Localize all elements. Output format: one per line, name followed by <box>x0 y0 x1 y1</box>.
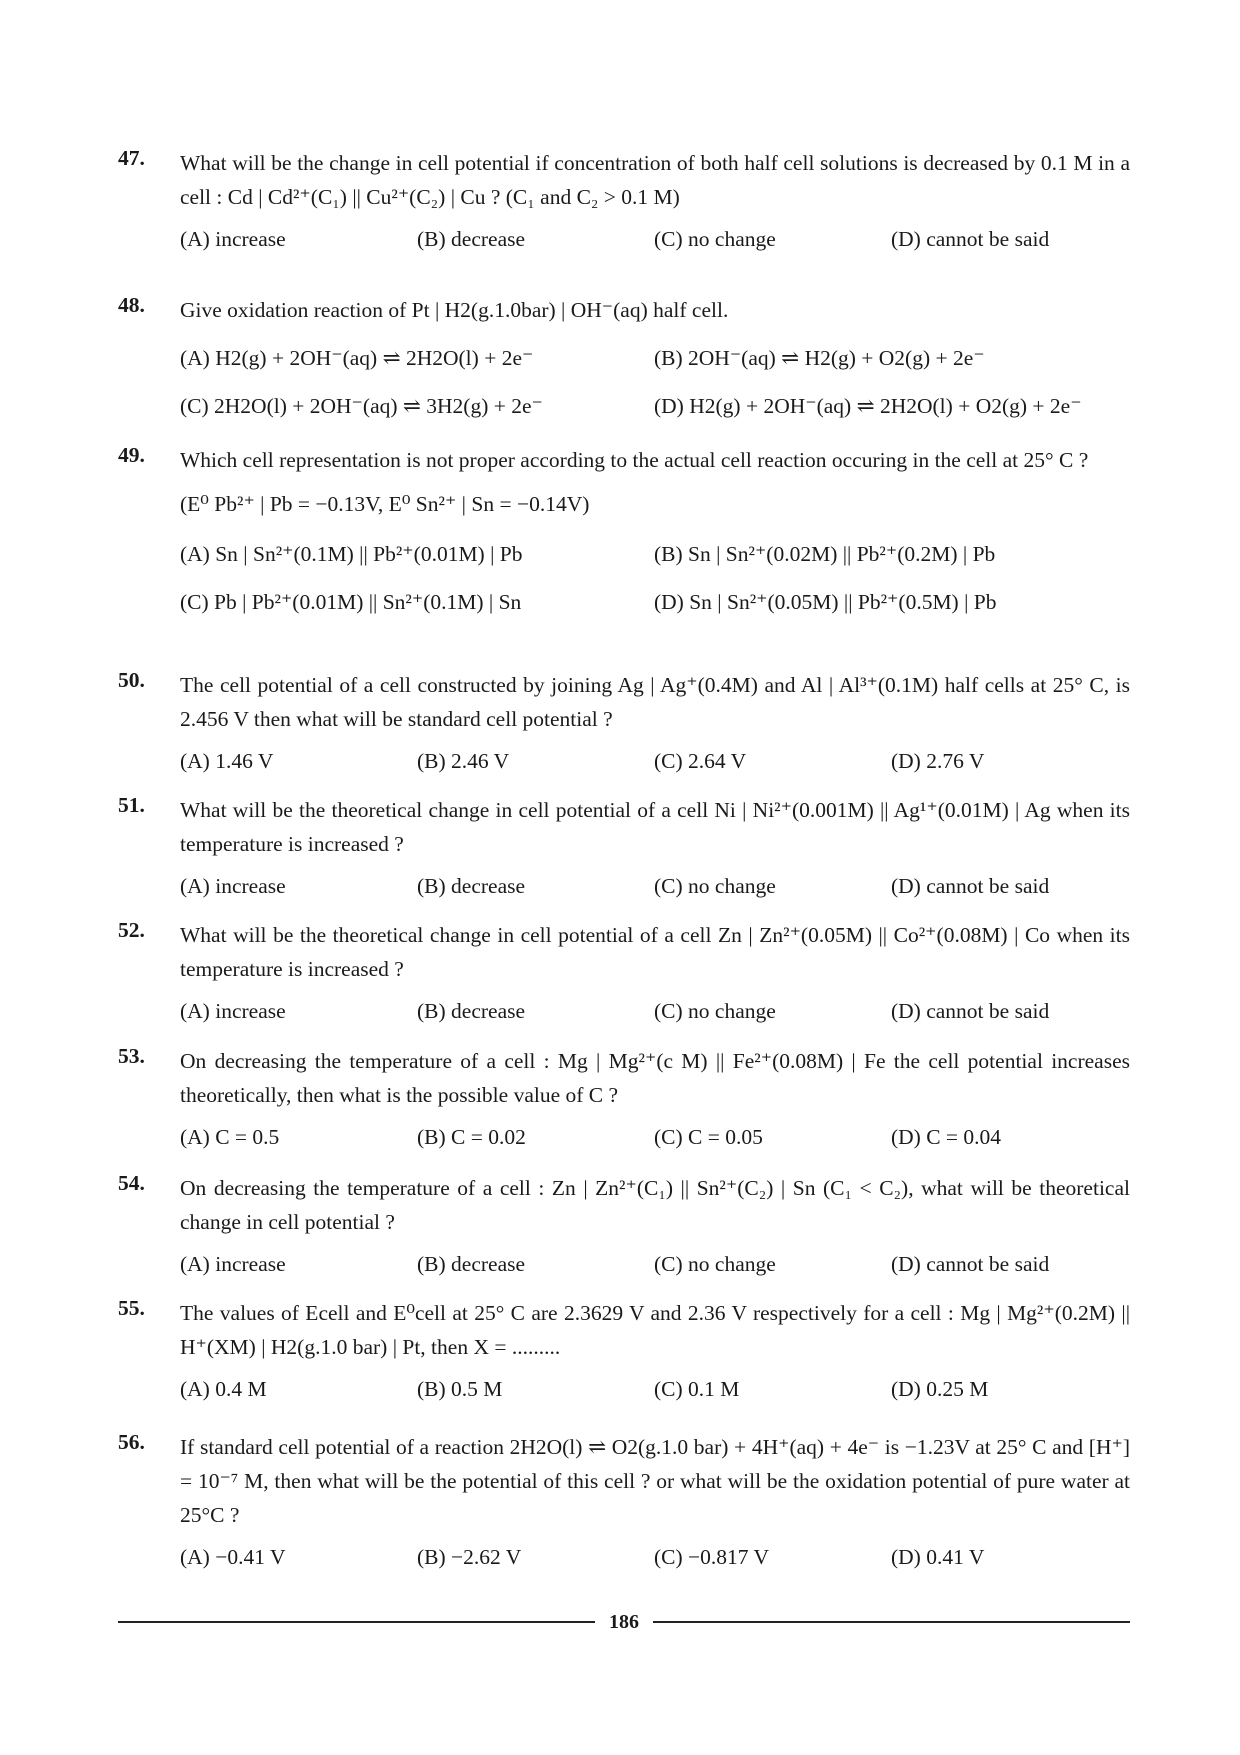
question-55 <box>118 1296 1130 1406</box>
options <box>180 341 1130 437</box>
option-a: (A) 0.4 M <box>180 1377 267 1401</box>
question-text: On decreasing the temperature of a cell : Zn | Zn²⁺(C₁) || Sn²⁺(C₂) | Sn (C₁ < C₂), what will be theoretical change in cell potential ? <box>180 1176 1130 1234</box>
option-c: (C) no change <box>654 999 776 1023</box>
option-c: (C) no change <box>654 227 776 251</box>
option-d: (D) cannot be said <box>891 874 1050 898</box>
option-d: (D) 0.25 M <box>891 1377 989 1401</box>
question-number: 50. <box>118 668 145 692</box>
options <box>180 537 1130 633</box>
option-c: (C) C = 0.05 <box>654 1125 763 1149</box>
question-text: On decreasing the temperature of a cell : Mg | Mg²⁺(c M) || Fe²⁺(0.08M) | Fe the cell potential increases theoretically, then what is the possible value of C ? <box>180 1049 1130 1107</box>
page-number: 186 <box>609 1610 639 1633</box>
given-potentials: (E⁰ Pb²⁺ | Pb = −0.13V, E⁰ Sn²⁺ | Sn = −0.14V) <box>180 492 590 516</box>
question-number: 54. <box>118 1171 145 1195</box>
question-53 <box>118 1044 1130 1154</box>
option-c: (C) Pb | Pb²⁺(0.01M) || Sn²⁺(0.1M) | Sn <box>180 590 522 614</box>
option-d: (D) 2.76 V <box>891 749 985 773</box>
question-56 <box>118 1430 1130 1574</box>
page-footer <box>118 1612 1130 1632</box>
question-number: 56. <box>118 1430 145 1454</box>
question-text: Give oxidation reaction of Pt | H2(g.1.0bar) | OH⁻(aq) half cell. <box>180 298 729 322</box>
options <box>180 222 1130 256</box>
option-a: (A) C = 0.5 <box>180 1125 280 1149</box>
question-50 <box>118 668 1130 778</box>
option-c: (C) −0.817 V <box>654 1545 770 1569</box>
option-a: (A) 1.46 V <box>180 749 274 773</box>
footer-rule-left <box>118 1621 595 1623</box>
question-47 <box>118 146 1130 256</box>
options <box>180 1247 1130 1281</box>
option-a: (A) increase <box>180 999 286 1023</box>
options <box>180 744 1130 778</box>
question-text: If standard cell potential of a reaction 2H2O(l) ⇌ O2(g.1.0 bar) + 4H⁺(aq) + 4e⁻ is −1.23V at 25° C and [H⁺] = 10⁻⁷ M, then what will be the potential of this cell ? or what will be the oxidation potential of pure water at 25°C ? <box>180 1435 1130 1527</box>
option-b: (B) 2.46 V <box>417 749 510 773</box>
question-51 <box>118 793 1130 903</box>
question-text: The values of Ecell and E⁰cell at 25° C are 2.3629 V and 2.36 V respectively for a cell : Mg | Mg²⁺(0.2M) || H⁺(XM) | H2(g.1.0 bar) | Pt, then X = ......... <box>180 1301 1130 1359</box>
question-number: 49. <box>118 443 145 467</box>
question-number: 51. <box>118 793 145 817</box>
option-c: (C) 0.1 M <box>654 1377 740 1401</box>
option-b: (B) 2OH⁻(aq) ⇌ H2(g) + O2(g) + 2e⁻ <box>654 346 985 370</box>
options <box>180 1372 1130 1406</box>
option-b: (B) −2.62 V <box>417 1545 522 1569</box>
question-text: What will be the change in cell potential if concentration of both half cell solutions is decreased by 0.1 M in a cell : Cd | Cd²⁺(C₁) || Cu²⁺(C₂) | Cu ? (C₁ and C₂ > 0.1 M) <box>180 151 1130 209</box>
question-52 <box>118 918 1130 1028</box>
option-a: (A) H2(g) + 2OH⁻(aq) ⇌ 2H2O(l) + 2e⁻ <box>180 346 534 370</box>
options <box>180 1120 1130 1154</box>
option-a: (A) increase <box>180 874 286 898</box>
option-b: (B) decrease <box>417 227 526 251</box>
option-b: (B) C = 0.02 <box>417 1125 526 1149</box>
option-d: (D) cannot be said <box>891 999 1050 1023</box>
options <box>180 869 1130 903</box>
question-text: The cell potential of a cell constructed by joining Ag | Ag⁺(0.4M) and Al | Al³⁺(0.1M) half cells at 25° C, is 2.456 V then what will be standard cell potential ? <box>180 673 1130 731</box>
option-d: (D) Sn | Sn²⁺(0.05M) || Pb²⁺(0.5M) | Pb <box>654 590 997 614</box>
option-d: (D) cannot be said <box>891 227 1050 251</box>
option-b: (B) 0.5 M <box>417 1377 503 1401</box>
option-c: (C) no change <box>654 1252 776 1276</box>
options <box>180 994 1130 1028</box>
question-48 <box>118 293 1130 437</box>
option-c: (C) 2.64 V <box>654 749 747 773</box>
option-a: (A) −0.41 V <box>180 1545 286 1569</box>
option-c: (C) 2H2O(l) + 2OH⁻(aq) ⇌ 3H2(g) + 2e⁻ <box>180 394 543 418</box>
question-text: What will be the theoretical change in cell potential of a cell Ni | Ni²⁺(0.001M) || Ag¹⁺(0.01M) | Ag when its temperature is increased ? <box>180 798 1130 856</box>
options <box>180 1540 1130 1574</box>
question-number: 52. <box>118 918 145 942</box>
option-d: (D) C = 0.04 <box>891 1125 1002 1149</box>
option-a: (A) increase <box>180 227 286 251</box>
question-text: Which cell representation is not proper according to the actual cell reaction occuring in the cell at 25° C ? <box>180 448 1089 472</box>
option-a: (A) increase <box>180 1252 286 1276</box>
question-49 <box>118 443 1130 633</box>
option-d: (D) cannot be said <box>891 1252 1050 1276</box>
question-text: What will be the theoretical change in cell potential of a cell Zn | Zn²⁺(0.05M) || Co²⁺(0.08M) | Co when its temperature is increased ? <box>180 923 1130 981</box>
option-b: (B) decrease <box>417 999 526 1023</box>
option-b: (B) Sn | Sn²⁺(0.02M) || Pb²⁺(0.2M) | Pb <box>654 542 996 566</box>
question-number: 47. <box>118 146 145 170</box>
option-c: (C) no change <box>654 874 776 898</box>
option-b: (B) decrease <box>417 1252 526 1276</box>
question-54 <box>118 1171 1130 1281</box>
footer-rule-right <box>653 1621 1130 1623</box>
question-number: 48. <box>118 293 145 317</box>
option-d: (D) 0.41 V <box>891 1545 985 1569</box>
question-number: 53. <box>118 1044 145 1068</box>
option-a: (A) Sn | Sn²⁺(0.1M) || Pb²⁺(0.01M) | Pb <box>180 542 523 566</box>
option-d: (D) H2(g) + 2OH⁻(aq) ⇌ 2H2O(l) + O2(g) + 2e⁻ <box>654 394 1082 418</box>
question-number: 55. <box>118 1296 145 1320</box>
option-b: (B) decrease <box>417 874 526 898</box>
